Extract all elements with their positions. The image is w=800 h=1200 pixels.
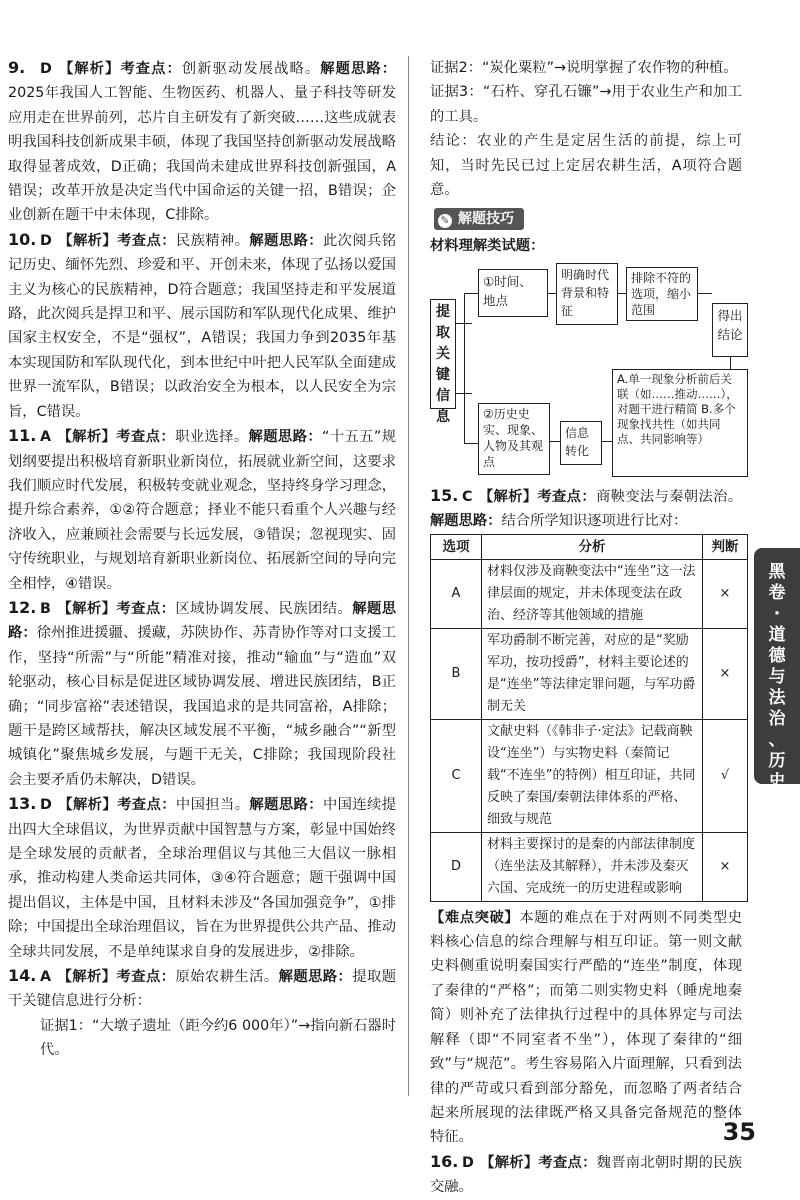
subject-side-tab: 黑 卷 · 道 德 与 法 治 、 历 史 <box>754 548 800 784</box>
conclusion: 结论：农业的产生是定居生活的前提，综上可知，当时先民已过上定居农耕生活，A项符合题意。 <box>430 133 742 199</box>
diagram-root: 提取关键信息 <box>430 299 456 409</box>
tip-banner: ✎ 解题技巧 <box>434 208 524 230</box>
question-12: 12. B 【解析】考查点：区域协调发展、民族团结。解题思路：徐州推进援疆、援藏，苏陕协作、苏青协作等对口支援工作，坚持“所需”与“所能”精准对接，推动“输血”与“造血”双轮驱动，核心目标是促进区域协调发展、增进民族团结，B正确；“同步富裕”表述错误，我国追求的是共同富裕，A排除；题干是跨区域帮扶，解决区域发展不平衡，“城乡融合”“新型城镇化”聚焦城乡发展，与题干无关，C排除；我国现阶段社会主要矛盾仍未解决，D错误。 <box>8 597 397 788</box>
diagram-box-result: 得出结论 <box>712 303 748 357</box>
question-11: 11. A 【解析】考查点：职业选择。解题思路：“十五五”规划纲要提出积极培育新职业新岗位，拓展就业新空间，这要求我们顺应时代发展，积极转变就业观念，坚持终身学习理念，提升综合素养，①②符合题意；择业不能只看重个人兴趣与经济收入，应兼顾社会需要与长远发展，③错误；忽视现实、固守传统职业，与规划培育新职业新岗位、拓展新空间的导向完全相悖，④错误。 <box>8 426 397 592</box>
table-row: D 材料主要探讨的是秦的内部法律制度（连坐法及其解释），并未涉及秦灭六国、完成统一的历史进程或影响 × <box>431 832 748 901</box>
question-10: 10. D 【解析】考查点：民族精神。解题思路：此次阅兵铭记历史、缅怀先烈、珍爱和平、开创未来，体现了弘扬以爱国主义为核心的民族精神，D符合题意；我国坚持走和平发展道路，此次阅兵是捍卫和平、展示国防和军队现代化成果、维护国家主权安全，不是“强权”，A错误；我国力争到2035年基本实现国防和军队现代化，到本世纪中叶把人民军队全面建成世界一流军队，B错误；以政治安全为根本，以人民安全为宗旨，C错误。 <box>8 229 397 420</box>
question-15: 15. C 【解析】考查点：商鞅变法与秦朝法治。解题思路：结合所学知识逐项进行比对： <box>430 485 743 530</box>
diagram-box-era: 明确时代背景和特征 <box>556 263 618 325</box>
diagram-box-exclude: 排除不符的选项，缩小范围 <box>626 267 698 321</box>
table-row: A 材料仅涉及商鞅变法中“连坐”这一法律层面的规定，并未体现变法在政治、经济等其他领域的措施 × <box>431 559 748 628</box>
diagram-box-history: ②历史史实、现象、人物及其观点 <box>478 403 550 475</box>
diagram-box-time: ①时间、地点 <box>478 269 548 317</box>
page-number: 35 <box>722 1118 756 1146</box>
question-16: 16. D 【解析】考查点：魏晋南北朝时期的民族交融。 <box>430 1151 742 1196</box>
table-row: B 军功爵制不断完善，对应的是“奖励军功，按功授爵”，材料主要论述的是“连坐”等法律定罪问题，与军功爵制无关 × <box>431 628 748 719</box>
table-header-row: 选项 分析 判断 <box>431 534 748 559</box>
question-9: 9. D 【解析】考查点：创新驱动发展战略。解题思路：2025年我国人工智能、生物医药、机器人、量子科技等研发应用走在世界前列，芯片自主研发有了新突破……这些成就表明我国科技创新成果丰硕，体现了我国坚持创新驱动发展战略取得显著成效，D正确；我国尚未建成世界科技创新强国，A错误；改革开放是决定当代中国命运的关键一招，B错误；企业创新在题干中未体现，C排除。 <box>8 58 397 224</box>
diagram-box-convert: 信息转化 <box>560 421 602 465</box>
left-column <box>8 56 396 1063</box>
analysis-table <box>430 534 748 902</box>
key-icon: ✎ <box>438 214 452 228</box>
diagram-box-methods: A.单一现象分析前后关联（如……推动……），对题干进行精简 B.多个现象找共性（如共同点、共同影响等） <box>612 369 748 477</box>
evidence-3: 证据3：“石杵、穿孔石镰”→用于农业生产和加工的工具。 <box>430 84 742 125</box>
column-divider <box>408 56 409 1096</box>
difficulty-note: 【难点突破】本题的难点在于对两则不同类型史料核心信息的综合理解与相互印证。第一则文献史料侧重说明秦国实行严酷的“连坐”制度，体现了秦律的“严格”；而第二则实物史料（睡虎地秦简）则补充了法律执行过程中的具体界定与司法解释（即“不同室者不坐”），体现了秦律的“细致”与“规范”。考生容易陷入片面理解，只看到法律的严苛或只看到部分豁免，而忽略了两者结合起来所展现的法律既严格又具备完备规范的整体特征。 <box>430 909 743 1146</box>
material-heading: 材料理解类试题： <box>430 238 545 255</box>
evidence-1: 证据1：“大墩子遗址（距今约6 000年）”→指向新石器时代。 <box>40 1017 396 1059</box>
question-13: 13. D 【解析】考查点：中国担当。解题思路：中国连续提出四大全球倡议，为世界贡献中国智慧与方案，彰显中国始终是全球发展的贡献者，全球治理倡议与其他三大倡议一脉相承，推动构建人类命运共同体，③④符合题意；题干强调中国提出倡议，主体是中国，且材料未涉及“各国加强竞争”，①排除；中国提出全球治理倡议，旨在为世界提供公共产品、推动全球共同发展，不是单纯谋求自身的发展进步，②排除。 <box>8 794 397 960</box>
flow-diagram <box>430 263 750 478</box>
table-row: C 文献史料（《韩非子·定法》记载商鞅设“连坐”）与实物史料（秦简记载“不连坐”的特例）相互印证，共同反映了秦国/秦朝法律体系的严格、细致与规范 √ <box>431 719 748 832</box>
question-14: 14. A 【解析】考查点：原始农耕生活。解题思路：提取题干关键信息进行分析： <box>8 966 397 1010</box>
right-column <box>430 56 742 1200</box>
evidence-2: 证据2：“炭化粟粒”→说明掌握了农作物的种植。 <box>430 60 738 76</box>
